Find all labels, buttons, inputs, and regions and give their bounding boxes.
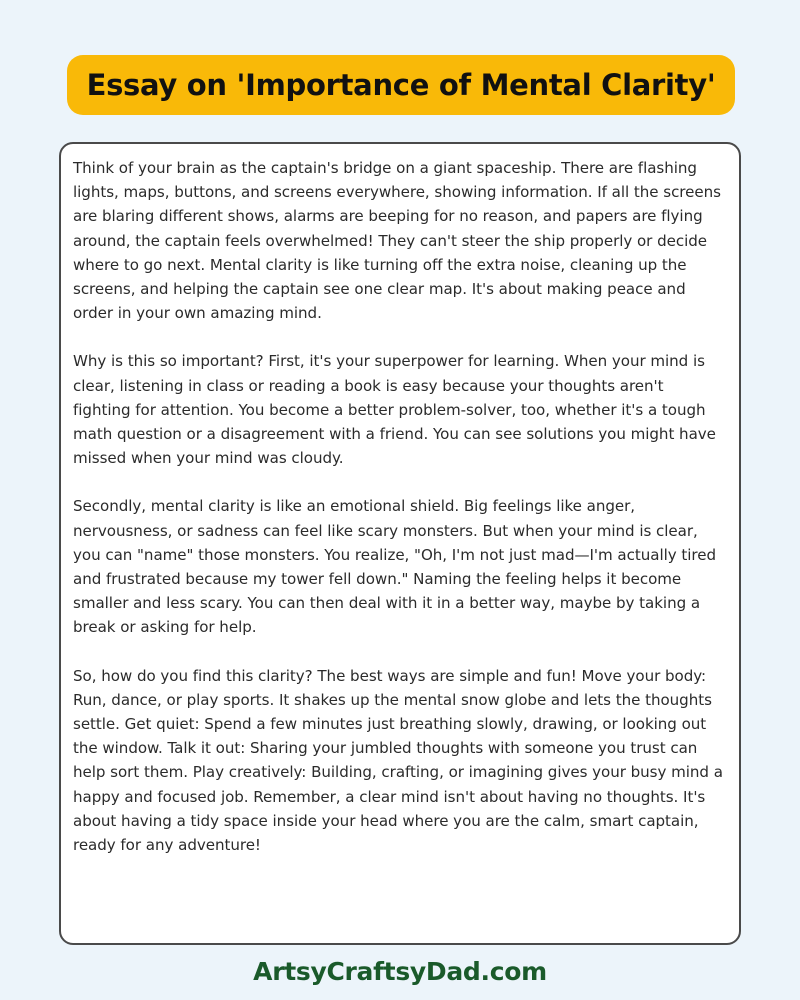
essay-paragraph-4: So, how do you find this clarity? The best ways are simple and fun! Move your body: Run, dance, or play sports. It shakes up the mental snow globe and lets the thoughts settle. Get quiet: Spend a few minutes just breathing slowly, drawing, or looking out the window. Talk it out: Sharing your jumbled thoughts with someone you trust can help sort them. Play creatively: Building, crafting, or imagining gives your busy mind a happy and focused job. Remember, a clear mind isn't about having no thoughts. It's about having a tidy space inside your head where you are the calm, smart captain, ready for any adventure! bbox=[73, 666, 723, 855]
essay-paragraph-2: Why is this so important? First, it's your superpower for learning. When your mind is clear, listening in class or reading a book is easy because your thoughts aren't fighting for attention. You become a better problem-solver, too, whether it's a tough math question or a disagreement with a friend. You can see solutions you might have missed when your mind was cloudy. bbox=[73, 352, 716, 468]
footer-website: ArtsyCraftsyDad.com bbox=[253, 957, 547, 986]
essay-paragraph-1: Think of your brain as the captain's bridge on a giant spaceship. There are flashing lights, maps, buttons, and screens everywhere, showing information. If all the screens are blaring different shows, alarms are beeping for no reason, and papers are flying around, the captain feels overwhelmed! They can't steer the ship properly or decide where to go next. Mental clarity is like turning off the extra noise, cleaning up the screens, and helping the captain see one clear map. It's about making peace and order in your own amazing mind. bbox=[73, 159, 721, 323]
essay-paragraph-3: Secondly, mental clarity is like an emotional shield. Big feelings like anger, nervousness, or sadness can feel like scary monsters. But when your mind is clear, you can "name" those monsters. You realize, "Oh, I'm not just mad—I'm actually tired and frustrated because my tower fell down." Naming the feeling helps it become smaller and less scary. You can then deal with it in a better way, maybe by taking a break or asking for help. bbox=[73, 497, 716, 637]
essay-title: Essay on 'Importance of Mental Clarity' bbox=[86, 68, 716, 102]
title-banner bbox=[67, 55, 735, 115]
essay-box bbox=[59, 142, 741, 945]
